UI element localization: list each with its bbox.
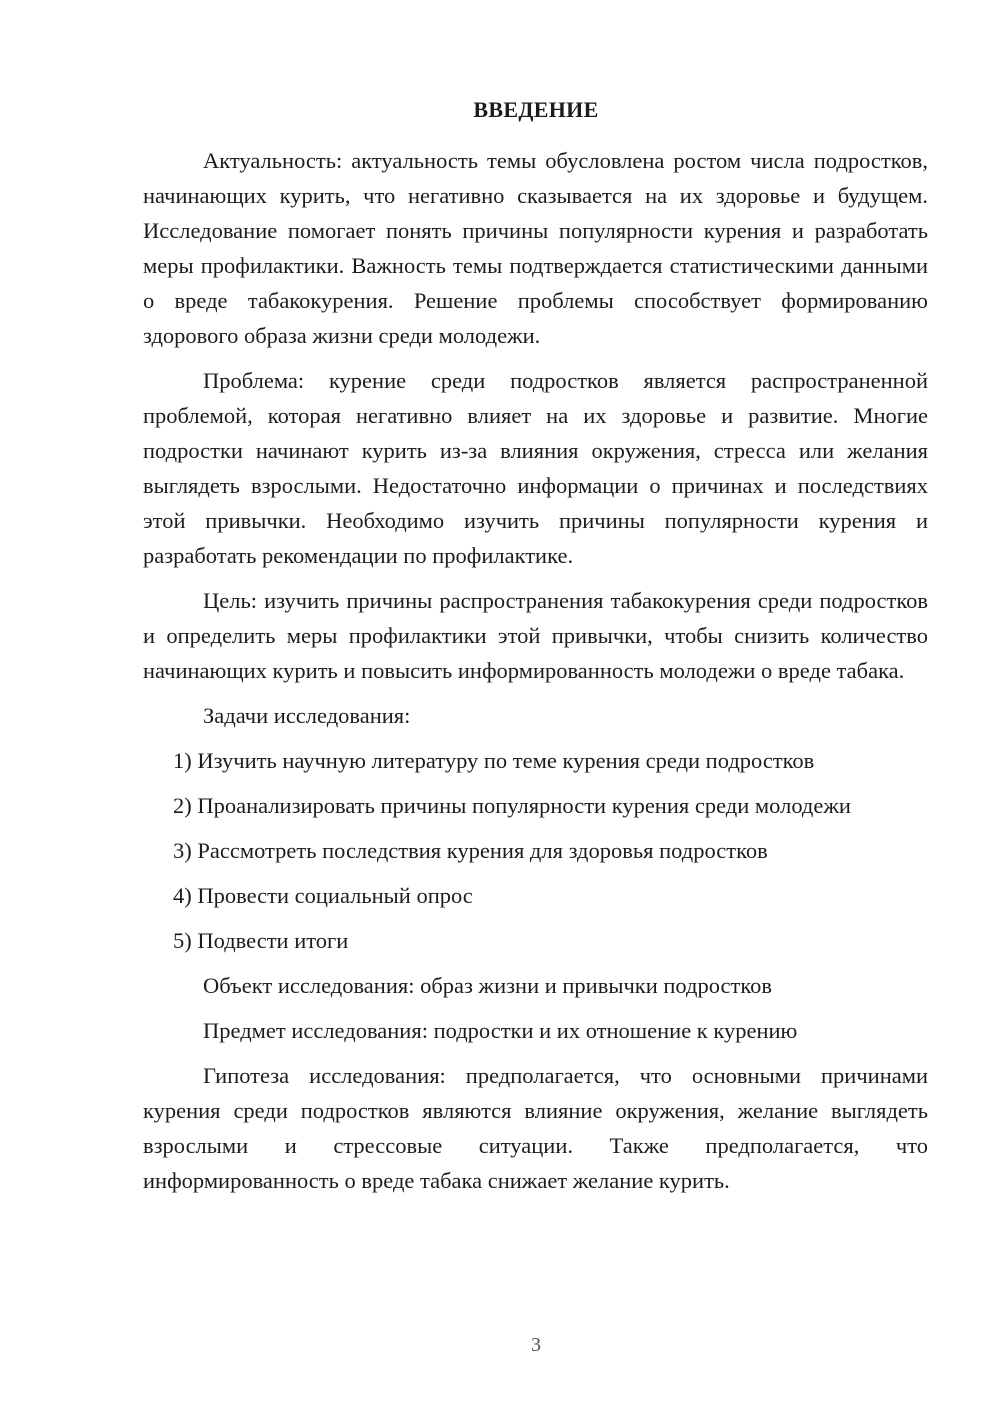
goal-paragraph: Цель: изучить причины распространения табакокурения среди подростков и определить меры профилактики этой привычки, чтобы снизить количество начинающих курить и повысить информированность молодежи о вреде табака. xyxy=(143,588,928,683)
page-number: 3 xyxy=(531,1334,541,1356)
object-line: Объект исследования: образ жизни и привычки подростков xyxy=(203,973,773,998)
task-item-2: 2) Проанализировать причины популярности курения среди молодежи xyxy=(173,793,851,818)
tasks-heading: Задачи исследования: xyxy=(203,703,411,728)
section-title: ВВЕДЕНИЕ xyxy=(473,97,599,122)
task-item-5: 5) Подвести итоги xyxy=(173,928,349,953)
task-item-1: 1) Изучить научную литературу по теме курения среди подростков xyxy=(173,748,815,773)
task-item-3: 3) Рассмотреть последствия курения для здоровья подростков xyxy=(173,838,768,863)
task-item-4: 4) Провести социальный опрос xyxy=(173,883,473,908)
subject-line: Предмет исследования: подростки и их отношение к курению xyxy=(203,1018,798,1043)
hypothesis-paragraph: Гипотеза исследования: предполагается, что основными причинами курения среди подростков являются влияние окружения, желание выглядеть взрослыми и стрессовые ситуации. Также предполагается, что информированность о вреде табака снижает желание курить. xyxy=(143,1063,928,1193)
document-body xyxy=(143,143,928,1208)
tasks-list xyxy=(143,743,928,958)
relevance-paragraph: Актуальность: актуальность темы обусловлена ростом числа подростков, начинающих курить, что негативно сказывается на их здоровье и будущем. Исследование помогает понять причины популярности курения и разработать меры профилактики. Важность темы подтверждается статистическими данными о вреде табакокурения. Решение проблемы способствует формированию здорового образа жизни среди молодежи. xyxy=(143,148,928,348)
problem-paragraph: Проблема: курение среди подростков является распространенной проблемой, которая негативно влияет на их здоровье и развитие. Многие подростки начинают курить из-за влияния окружения, стресса или желания выглядеть взрослыми. Недостаточно информации о причинах и последствиях этой привычки. Необходимо изучить причины популярности курения и разработать рекомендации по профилактике. xyxy=(143,368,928,568)
